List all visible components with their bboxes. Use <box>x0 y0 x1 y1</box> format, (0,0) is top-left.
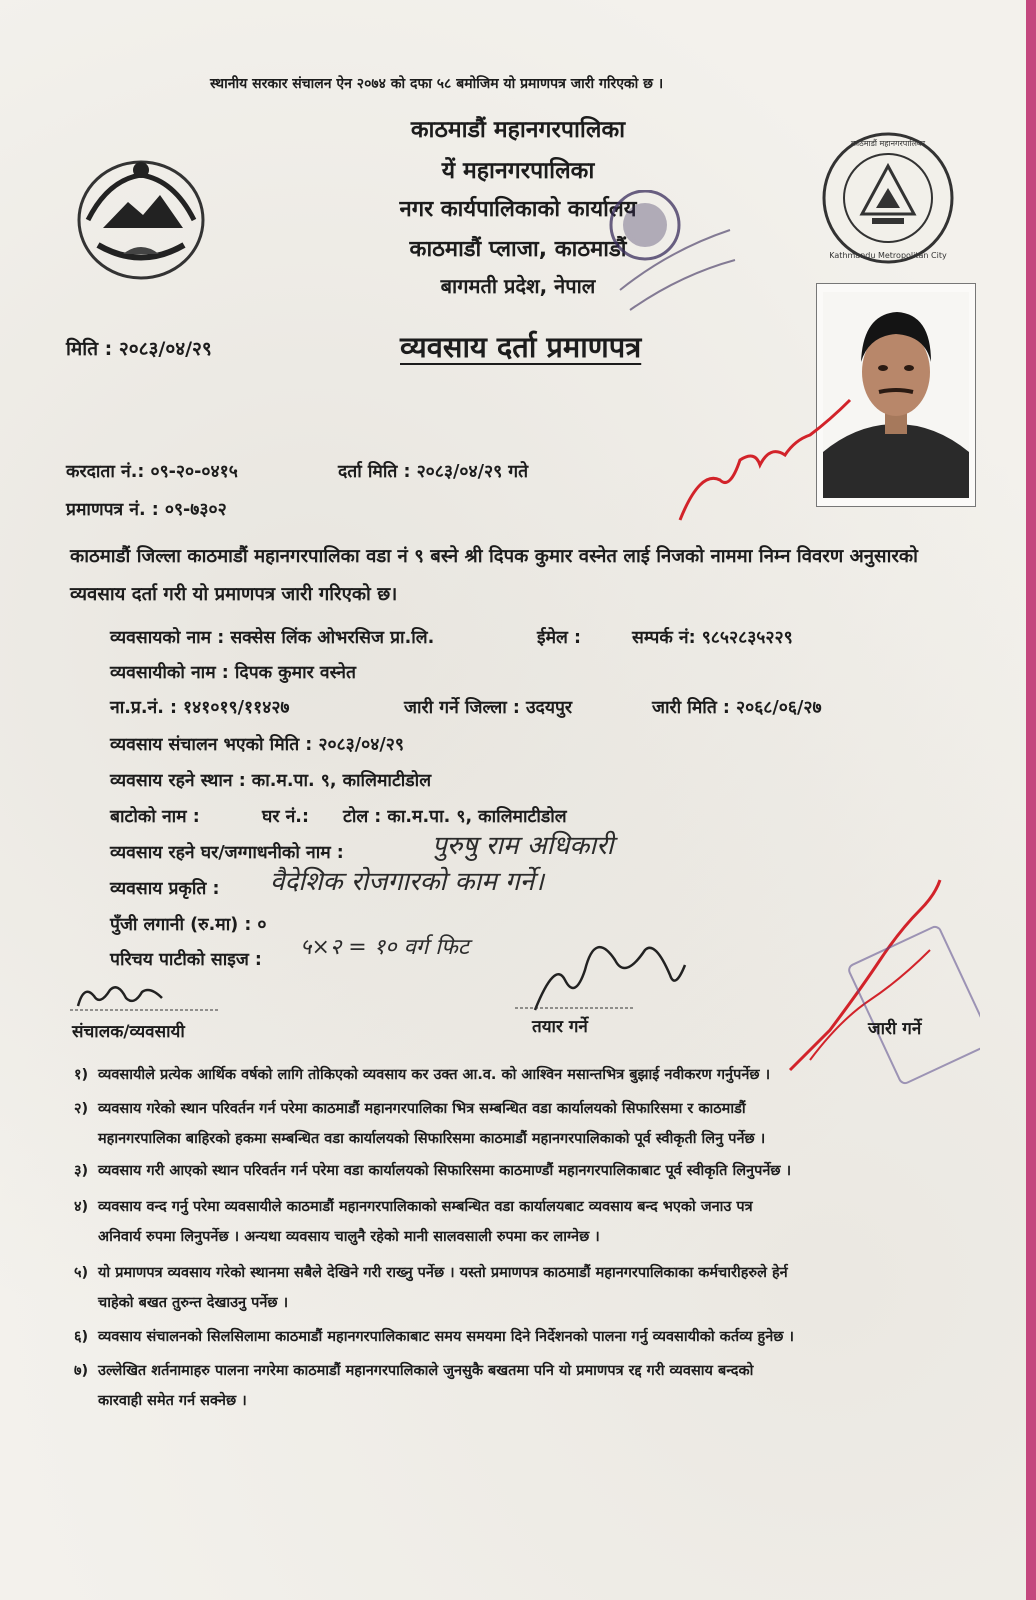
rule-2: २) व्यवसाय गरेको स्थान परिवर्तन गर्न परेमा काठमाडौं महानगरपालिका भित्र सम्बन्धित वडा कार्यालयको सिफारिसमा र काठमाडौं महानगरपालिका बाहिरको हकमा सम्बन्धित वडा कार्यालयको सिफारिसमा काठमाडौं महानगरपालिकाको पूर्व स्वीकृती लिनु पर्नेछ । <box>74 1101 766 1147</box>
issue-date: मिति : २०८३/०४/२९ <box>66 338 212 360</box>
citizenship-issue-date: जारी मिति : २०६८/०६/२७ <box>652 698 822 718</box>
operator-label: संचालक/व्यवसायी <box>72 1022 185 1042</box>
header-line-5: बागमती प्रदेश, नेपाल <box>440 274 596 298</box>
business-nature-label: व्यवसाय प्रकृति : <box>110 879 220 899</box>
owner-name: व्यवसायीको नाम : दिपक कुमार वस्नेत <box>110 663 356 683</box>
preparer-label: तयार गर्ने <box>532 1017 588 1037</box>
red-signature-icon <box>670 380 860 530</box>
registration-date: दर्ता मिति : २०८३/०४/२९ गते <box>338 462 529 482</box>
rule-3: ३) व्यवसाय गरी आएको स्थान परिवर्तन गर्न परेमा वडा कार्यालयको सिफारिसमा काठमाण्डौं महानगरपालिकाबाट पूर्व स्वीकृति लिनुपर्नेछ । <box>74 1163 792 1179</box>
landlord-handwritten: पुरुषु राम अधिकारी <box>432 831 614 861</box>
header-line-3: नगर कार्यपालिकाको कार्यालय <box>399 197 637 222</box>
contact-number: सम्पर्क नं: ९८५२८३५२२९ <box>632 628 793 648</box>
rule-5: ५) यो प्रमाणपत्र व्यवसाय गरेको स्थानमा सबैले देखिने गरी राख्नु पर्नेछ । यस्तो प्रमाणपत्र काठमाडौं महानगरपालिकाका कर्मचारीहरुले हेर्न चाहेको बखत तुरुन्त देखाउनु पर्नेछ । <box>74 1265 788 1311</box>
business-location: व्यवसाय रहने स्थान : का.म.पा. ९, कालिमाटीडोल <box>110 771 432 791</box>
rule-4: ४) व्यवसाय वन्द गर्नु परेमा व्यवसायीले काठमाडौं महानगरपालिकाको सम्बन्धित वडा कार्यालयबाट व्यवसाय बन्द भएको जनाउ पत्र अनिवार्य रुपमा लिनुपर्नेछ । अन्यथा व्यवसाय चालुनै रहेको मानी सालवसाली रुपमा कर लाग्नेछ । <box>74 1199 753 1245</box>
legal-notice: स्थानीय सरकार संचालन ऐन २०७४ को दफा ५८ बमोजिम यो प्रमाणपत्र जारी गरिएको छ । <box>210 76 664 92</box>
intro-paragraph: काठमाडौं जिल्ला काठमाडौं महानगरपालिका वडा नं ९ बस्ने श्री दिपक कुमार वस्नेत लाई निजको नाममा निम्न विवरण अनुसारको व्यवसाय दर्ता गरी यो प्रमाणपत्र जारी गरिएको छ। <box>70 546 918 605</box>
certificate-title: व्यवसाय दर्ता प्रमाणपत्र <box>400 330 642 364</box>
house-number: घर नं.: <box>262 807 309 827</box>
header-line-2: यें महानगरपालिका <box>441 157 595 184</box>
business-name: व्यवसायको नाम : सक्सेस लिंक ओभरसिज प्रा.लि. <box>110 628 435 648</box>
rule-6: ६) व्यवसाय संचालनको सिलसिलामा काठमाडौं महानगरपालिकाबाट समय समयमा दिने निर्देशनको पालना गर्नु व्यवसायीको कर्तव्य हुनेछ । <box>74 1329 794 1345</box>
ward-office-stamp-icon <box>600 190 740 330</box>
issuer-stamp-icon <box>770 870 980 1090</box>
business-start-date: व्यवसाय संचालन भएको मिति : २०८३/०४/२९ <box>110 735 404 755</box>
email: ईमेल : <box>537 628 582 648</box>
citizenship-number: ना.प्र.नं. : १४१०१९/११४२७ <box>110 698 290 718</box>
certificate-number: प्रमाणपत्र नं. : ०९-७३०२ <box>66 500 227 520</box>
capital-investment: पुँजी लगानी (रु.मा) : ० <box>110 915 267 935</box>
issue-district: जारी गर्ने जिल्ला : उदयपुर <box>404 698 573 718</box>
nepal-emblem-icon <box>68 150 214 285</box>
rule-1: १) व्यवसायीले प्रत्येक आर्थिक वर्षको लागि तोकिएको व्यवसाय कर उक्त आ.व. को आश्विन मसान्तभित्र बुझाई नवीकरण गर्नुपर्नेछ । <box>74 1067 771 1083</box>
business-nature-handwritten: वैदेशिक रोजगारको काम गर्ने। <box>270 867 544 897</box>
header-line-4: काठमाडौं प्लाजा, काठमाडौं <box>409 237 627 262</box>
svg-text:Kathmandu Metropolitan City: Kathmandu Metropolitan City <box>829 251 947 260</box>
issuer-label: जारी गर्ने <box>868 1019 922 1039</box>
street-name: बाटोको नाम : <box>110 807 200 827</box>
signboard-size-handwritten: ५×२ = १० वर्ग फिट <box>300 935 469 960</box>
svg-text:काठमाडौं महानगरपालिका: काठमाडौं महानगरपालिका <box>850 139 926 148</box>
taxpayer-number: करदाता नं.: ०९-२०-०४१५ <box>66 462 238 482</box>
signboard-size-label: परिचय पाटीको साइज : <box>110 950 262 970</box>
rule-7: ७) उल्लेखित शर्तनामाहरु पालना नगरेमा काठमाडौं महानगरपालिकाले जुनसुकै बखतमा पनि यो प्रमाणपत्र रद्द गरी व्यवसाय बन्दको कारवाही समेत गर्न सक्नेछ । <box>74 1363 754 1409</box>
operator-signature-icon <box>70 976 230 1016</box>
landlord-label: व्यवसाय रहने घर/जग्गाधनीको नाम : <box>110 843 344 863</box>
tole: टोल : का.म.पा. ९, कालिमाटीडोल <box>343 807 567 827</box>
header-line-1: काठमाडौं महानगरपालिका <box>410 117 626 143</box>
kmc-seal-icon <box>820 130 956 266</box>
